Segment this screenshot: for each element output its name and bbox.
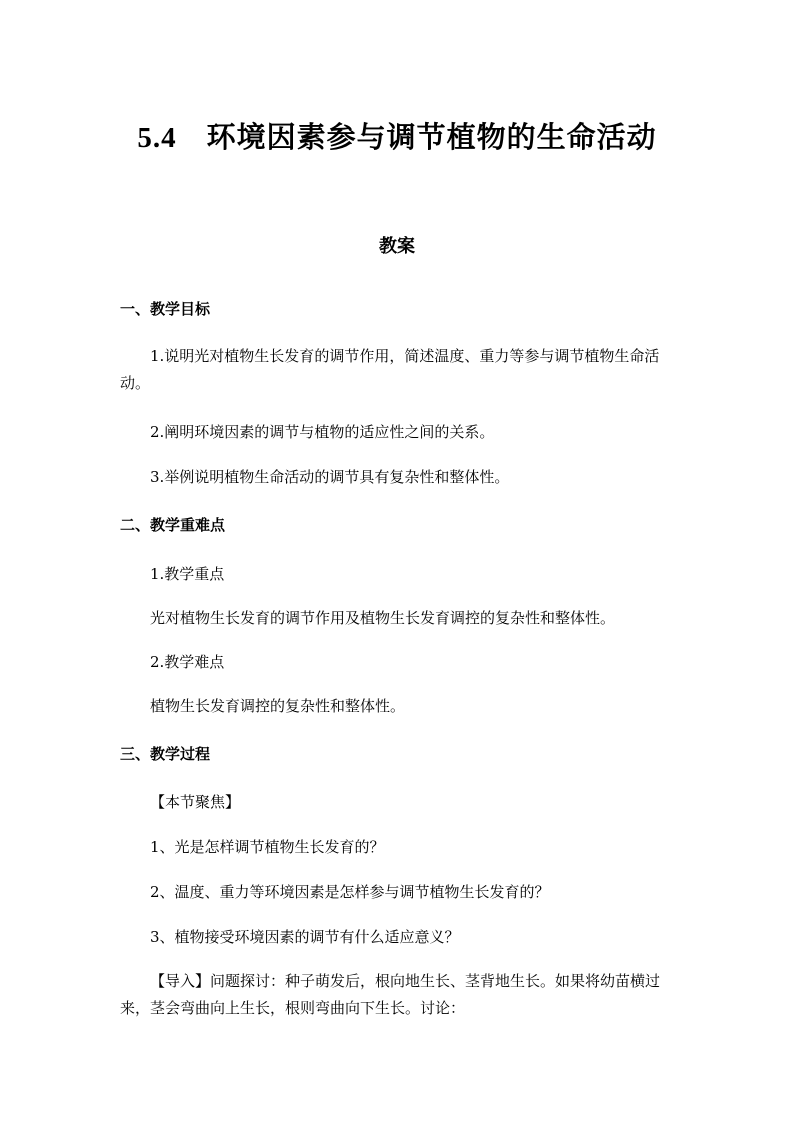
intro-paragraph: 【导入】问题探讨：种子萌发后，根向地生长、茎背地生长。如果将幼苗横过来，茎会弯曲向上生长，根则弯曲向下生长。讨论： — [120, 972, 661, 1017]
goal-item-1: 1.说明光对植物生长发育的调节作用，简述温度、重力等参与调节植物生命活动。 — [120, 347, 660, 392]
goal-item-2: 2.阐明环境因素的调节与植物的适应性之间的关系。 — [150, 423, 495, 441]
difficult-point-text: 植物生长发育调控的复杂性和整体性。 — [150, 697, 406, 715]
focus-label: 【本节聚焦】 — [150, 793, 241, 811]
key-point-text: 光对植物生长发育的调节作用及植物生长发育调控的复杂性和整体性。 — [150, 609, 616, 627]
focus-question-2: 2、温度、重力等环境因素是怎样参与调节植物生长发育的？ — [150, 883, 550, 901]
section-heading-process: 三、教学过程 — [120, 745, 211, 763]
title-text: 环境因素参与调节植物的生命活动 — [206, 120, 657, 154]
difficult-point-label: 2.教学难点 — [150, 653, 225, 671]
document-title — [0, 113, 794, 162]
title-section-number: 5.4 — [137, 122, 177, 154]
section-heading-goals: 一、教学目标 — [120, 300, 211, 318]
focus-question-1: 1、光是怎样调节植物生长发育的？ — [150, 838, 385, 856]
goal-item-3: 3.举例说明植物生命活动的调节具有复杂性和整体性。 — [150, 468, 510, 486]
section-heading-key-points: 二、教学重难点 — [120, 516, 226, 534]
focus-question-3: 3、植物接受环境因素的调节有什么适应意义？ — [150, 928, 460, 946]
key-point-label: 1.教学重点 — [150, 565, 225, 583]
document-subtitle: 教案 — [379, 236, 415, 257]
